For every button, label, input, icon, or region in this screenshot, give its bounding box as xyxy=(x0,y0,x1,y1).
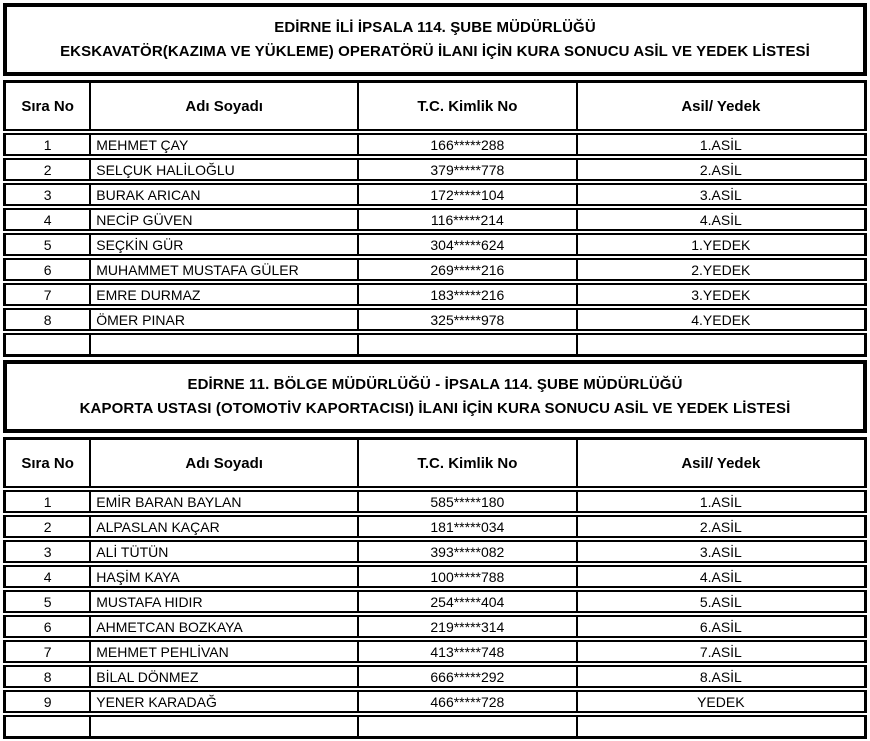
cell-tc-kimlik-no: 100*****788 xyxy=(358,565,577,588)
cell-asil-yedek xyxy=(577,715,867,739)
cell-adi-soyadi xyxy=(90,333,358,357)
cell-sira-no: 8 xyxy=(3,665,90,688)
table-row xyxy=(3,565,867,588)
cell-adi-soyadi: MEHMET PEHLİVAN xyxy=(90,640,358,663)
cell-asil-yedek: 4.ASİL xyxy=(577,565,867,588)
cell-asil-yedek: 5.ASİL xyxy=(577,590,867,613)
cell-sira-no: 5 xyxy=(3,233,90,256)
cell-sira-no: 8 xyxy=(3,308,90,331)
cell-adi-soyadi: MUHAMMET MUSTAFA GÜLER xyxy=(90,258,358,281)
table1-title-line1: EDİRNE İLİ İPSALA 114. ŞUBE MÜDÜRLÜĞÜ xyxy=(274,19,596,36)
cell-adi-soyadi: MUSTAFA HIDIR xyxy=(90,590,358,613)
cell-adi-soyadi: BİLAL DÖNMEZ xyxy=(90,665,358,688)
cell-asil-yedek: YEDEK xyxy=(577,690,867,713)
table-row xyxy=(3,308,867,331)
column-header-tc-kimlik-no: T.C. Kimlik No xyxy=(358,80,577,131)
cell-tc-kimlik-no xyxy=(358,333,577,357)
cell-asil-yedek: 4.YEDEK xyxy=(577,308,867,331)
cell-adi-soyadi: NECİP GÜVEN xyxy=(90,208,358,231)
cell-tc-kimlik-no xyxy=(358,715,577,739)
cell-tc-kimlik-no: 172*****104 xyxy=(358,183,577,206)
cell-tc-kimlik-no: 666*****292 xyxy=(358,665,577,688)
cell-asil-yedek: 2.ASİL xyxy=(577,515,867,538)
cell-asil-yedek xyxy=(577,333,867,357)
cell-sira-no: 1 xyxy=(3,133,90,156)
table2-title-line1: EDİRNE 11. BÖLGE MÜDÜRLÜĞÜ - İPSALA 114. ŞUBE MÜDÜRLÜĞÜ xyxy=(187,376,683,393)
cell-tc-kimlik-no: 269*****216 xyxy=(358,258,577,281)
cell-tc-kimlik-no: 325*****978 xyxy=(358,308,577,331)
cell-adi-soyadi: BURAK ARICAN xyxy=(90,183,358,206)
table1-body xyxy=(3,133,867,357)
cell-tc-kimlik-no: 219*****314 xyxy=(358,615,577,638)
cell-asil-yedek: 7.ASİL xyxy=(577,640,867,663)
table-row xyxy=(3,258,867,281)
table2-title-line2: KAPORTA USTASI (OTOMOTİV KAPORTACISI) İLANI İÇİN KURA SONUCU ASİL VE YEDEK LİSTESİ xyxy=(79,400,791,417)
cell-sira-no xyxy=(3,715,90,739)
cell-asil-yedek: 3.ASİL xyxy=(577,540,867,563)
cell-asil-yedek: 3.ASİL xyxy=(577,183,867,206)
cell-tc-kimlik-no: 166*****288 xyxy=(358,133,577,156)
cell-tc-kimlik-no: 181*****034 xyxy=(358,515,577,538)
cell-asil-yedek: 8.ASİL xyxy=(577,665,867,688)
column-header-adi-soyadi: Adı Soyadı xyxy=(90,437,358,488)
table-row xyxy=(3,690,867,713)
cell-asil-yedek: 6.ASİL xyxy=(577,615,867,638)
table-row xyxy=(3,333,867,357)
table2-header-row xyxy=(3,437,867,488)
table-row xyxy=(3,208,867,231)
table-row xyxy=(3,540,867,563)
column-header-adi-soyadi: Adı Soyadı xyxy=(90,80,358,131)
cell-tc-kimlik-no: 183*****216 xyxy=(358,283,577,306)
cell-sira-no: 6 xyxy=(3,258,90,281)
cell-adi-soyadi xyxy=(90,715,358,739)
table2-title-box xyxy=(3,360,867,433)
table2-body xyxy=(3,490,867,739)
column-header-sira-no: Sıra No xyxy=(3,80,90,131)
cell-asil-yedek: 2.YEDEK xyxy=(577,258,867,281)
cell-asil-yedek: 1.ASİL xyxy=(577,490,867,513)
table-kaporta-ustasi xyxy=(3,435,867,741)
table-row xyxy=(3,133,867,156)
column-header-tc-kimlik-no: T.C. Kimlik No xyxy=(358,437,577,488)
table-row xyxy=(3,283,867,306)
cell-adi-soyadi: ÖMER PINAR xyxy=(90,308,358,331)
cell-adi-soyadi: SELÇUK HALİLOĞLU xyxy=(90,158,358,181)
cell-asil-yedek: 1.YEDEK xyxy=(577,233,867,256)
cell-adi-soyadi: YENER KARADAĞ xyxy=(90,690,358,713)
cell-sira-no: 7 xyxy=(3,640,90,663)
cell-asil-yedek: 2.ASİL xyxy=(577,158,867,181)
cell-adi-soyadi: SEÇKİN GÜR xyxy=(90,233,358,256)
cell-tc-kimlik-no: 116*****214 xyxy=(358,208,577,231)
cell-tc-kimlik-no: 466*****728 xyxy=(358,690,577,713)
table-row xyxy=(3,515,867,538)
table-ekskavator-operatoru xyxy=(3,78,867,359)
cell-sira-no xyxy=(3,333,90,357)
cell-sira-no: 9 xyxy=(3,690,90,713)
cell-adi-soyadi: ALPASLAN KAÇAR xyxy=(90,515,358,538)
cell-adi-soyadi: AHMETCAN BOZKAYA xyxy=(90,615,358,638)
table-row xyxy=(3,158,867,181)
cell-tc-kimlik-no: 379*****778 xyxy=(358,158,577,181)
cell-sira-no: 7 xyxy=(3,283,90,306)
cell-adi-soyadi: MEHMET ÇAY xyxy=(90,133,358,156)
table-row xyxy=(3,640,867,663)
cell-sira-no: 4 xyxy=(3,208,90,231)
table-row xyxy=(3,615,867,638)
table1-title-box xyxy=(3,3,867,76)
column-header-asil-yedek: Asil/ Yedek xyxy=(577,437,867,488)
cell-adi-soyadi: HAŞİM KAYA xyxy=(90,565,358,588)
cell-sira-no: 6 xyxy=(3,615,90,638)
cell-tc-kimlik-no: 304*****624 xyxy=(358,233,577,256)
cell-sira-no: 3 xyxy=(3,183,90,206)
cell-tc-kimlik-no: 254*****404 xyxy=(358,590,577,613)
table1-header-row xyxy=(3,80,867,131)
cell-adi-soyadi: EMİR BARAN BAYLAN xyxy=(90,490,358,513)
cell-asil-yedek: 4.ASİL xyxy=(577,208,867,231)
cell-asil-yedek: 3.YEDEK xyxy=(577,283,867,306)
cell-asil-yedek: 1.ASİL xyxy=(577,133,867,156)
table-row xyxy=(3,490,867,513)
table-row xyxy=(3,183,867,206)
table-row xyxy=(3,233,867,256)
cell-sira-no: 1 xyxy=(3,490,90,513)
column-header-asil-yedek: Asil/ Yedek xyxy=(577,80,867,131)
cell-sira-no: 5 xyxy=(3,590,90,613)
cell-sira-no: 4 xyxy=(3,565,90,588)
cell-adi-soyadi: EMRE DURMAZ xyxy=(90,283,358,306)
cell-sira-no: 2 xyxy=(3,158,90,181)
cell-tc-kimlik-no: 413*****748 xyxy=(358,640,577,663)
table-row xyxy=(3,665,867,688)
cell-sira-no: 2 xyxy=(3,515,90,538)
table-row xyxy=(3,590,867,613)
table1-title-line2: EKSKAVATÖR(KAZIMA VE YÜKLEME) OPERATÖRÜ İLANI İÇİN KURA SONUCU ASİL VE YEDEK LİSTESİ xyxy=(60,43,810,60)
cell-adi-soyadi: ALİ TÜTÜN xyxy=(90,540,358,563)
cell-tc-kimlik-no: 585*****180 xyxy=(358,490,577,513)
table-row xyxy=(3,715,867,739)
cell-sira-no: 3 xyxy=(3,540,90,563)
cell-tc-kimlik-no: 393*****082 xyxy=(358,540,577,563)
column-header-sira-no: Sıra No xyxy=(3,437,90,488)
